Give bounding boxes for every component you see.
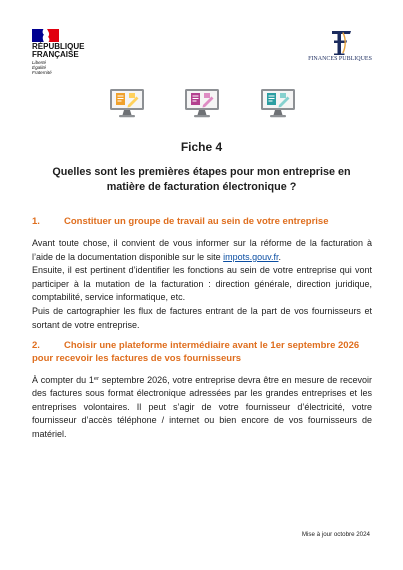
section-title: Constituer un groupe de travail au sein de votre entreprise [64, 216, 329, 227]
f-top-bar [332, 31, 351, 34]
republic-motto [32, 60, 52, 75]
stamp-square [280, 93, 286, 98]
marianne-logo [32, 29, 59, 42]
ordinal-superscript: er [93, 375, 100, 382]
section-1-paragraph-1 [32, 237, 372, 264]
document-line [193, 96, 199, 97]
section-number: 1. [32, 216, 40, 227]
question-line-1: Quelles sont les premières étapes pour mon entreprise en [52, 166, 351, 178]
wordmark-line-1: RÉPUBLIQUE [32, 42, 85, 51]
teal-monitor-icon [260, 88, 296, 118]
document-line [118, 96, 124, 97]
finances-publiques-label: FINANCES PUBLIQUES [308, 56, 372, 62]
question-line-2: matière de facturation électronique ? [106, 181, 297, 193]
section-2-heading [32, 339, 372, 365]
finances-publiques-f-logo [326, 29, 356, 56]
motto-egalite: Égalité [32, 65, 47, 70]
monitor-stand [198, 110, 207, 115]
section-title: Choisir une plateforme intermédiaire avant le 1er septembre 2026 pour recevoir les factures de vos fournisseurs [32, 340, 360, 364]
fiche-title: Fiche 4 [180, 140, 223, 154]
update-date: Mise à jour octobre 2024 [301, 531, 370, 538]
wordmark-line-2: FRANÇAISE [32, 50, 79, 60]
marianne-red-band [47, 29, 59, 42]
impots-gouv-link[interactable]: impots.gouv.fr [223, 251, 279, 262]
document-line [269, 98, 275, 99]
f-base-serif [334, 54, 345, 56]
section-1-paragraph-3: Puis de cartographier les flux de factures entrant de la part de vos fournisseurs et sortant de votre entreprise. [32, 306, 372, 330]
document-line [269, 101, 273, 102]
monitor-base [270, 115, 286, 117]
section-1-paragraph-2: Ensuite, il est pertinent d’identifier les fonctions au sein de votre entreprise qui vont participer à la mutation de la facturation : direction générale, direction juridique, comptabilité, service informatique, etc. [32, 265, 372, 302]
republique-francaise-wordmark [32, 43, 84, 60]
motto-fraternite: Fraternité [32, 70, 52, 75]
magenta-monitor-icon [184, 88, 220, 118]
paragraph-text: À compter du 1 [32, 375, 94, 385]
document-line [193, 101, 197, 102]
monitor-stand [274, 110, 283, 115]
monitor-base [119, 115, 135, 117]
document-line [118, 98, 124, 99]
stamp-square [129, 93, 135, 98]
section-number: 2. [32, 340, 40, 351]
document-line [193, 98, 199, 99]
paragraph-text: Avant toute chose, il convient de vous informer sur la réforme de la facturation à l’aide de la documentation disponible sur le site [32, 238, 372, 262]
section-2-paragraph-1 [32, 374, 372, 441]
paragraph-text-end: . [278, 251, 281, 262]
motto-liberte: Liberté [32, 60, 47, 65]
stamp-square [204, 93, 210, 98]
monitor-base [194, 115, 210, 117]
section-1-heading [32, 216, 372, 228]
marianne-blue-band [32, 29, 44, 42]
monitor-stand [123, 110, 132, 115]
document-line [118, 101, 122, 102]
document-line [269, 96, 275, 97]
fiche-question [20, 165, 383, 195]
paragraph-text-end: septembre 2026, votre entreprise devra être en mesure de recevoir des factures sous format électronique adressées par les grandes entreprises et les entreprises volontaires. Il peut s’agir de votre fournisseur d’électricité, votre fournisseur d’accès téléphone / internet ou bien encore de vos fournisseurs de matériel. [32, 375, 373, 439]
orange-monitor-icon [109, 88, 145, 118]
